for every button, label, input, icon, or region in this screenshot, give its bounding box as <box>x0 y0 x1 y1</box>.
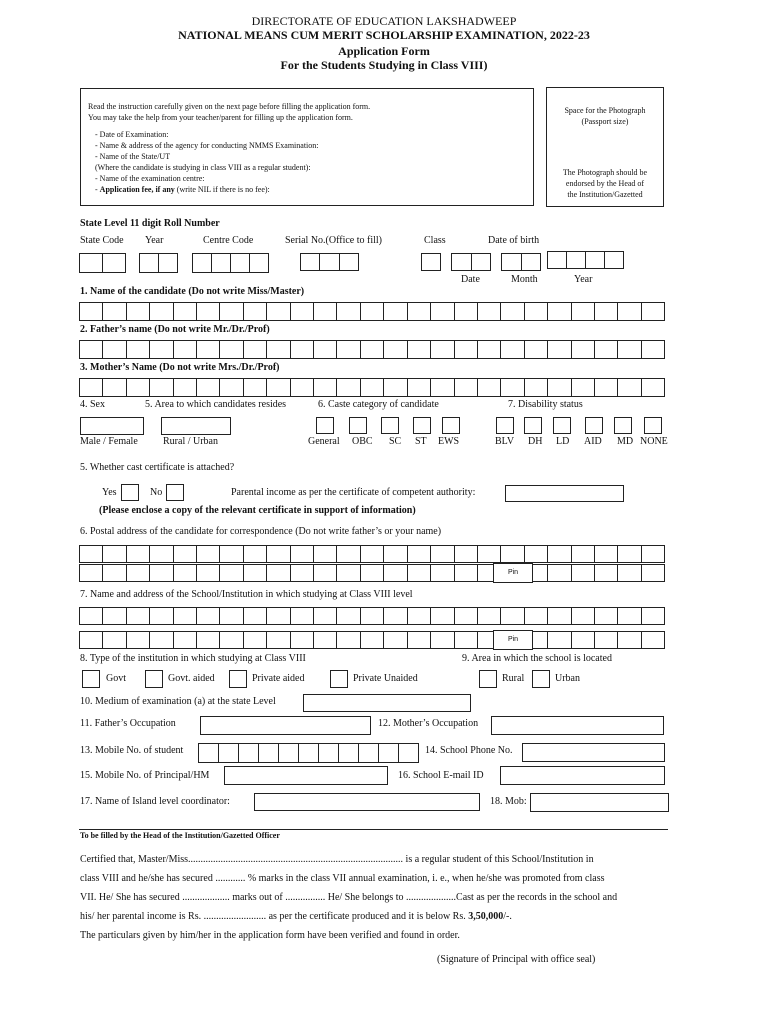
student-mobile-label: 13. Mobile No. of student <box>80 745 184 756</box>
medium-label: 10. Medium of examination (a) at the state Level <box>80 696 276 707</box>
mother-name-label: 3. Mother’s Name (Do not write Mrs./Dr./Prof) <box>80 362 280 373</box>
dis-none-label: NONE <box>640 436 668 447</box>
cast-cert-question: 5. Whether cast certificate is attached? <box>80 462 235 473</box>
area-rural-checkbox[interactable] <box>479 670 497 688</box>
instruction-item: - Name of the State/UT <box>95 152 171 161</box>
instruction-fee: - Application fee, if any (write NIL if there is no fee): <box>95 185 270 194</box>
coordinator-input[interactable] <box>254 793 480 811</box>
area-urban-label: Urban <box>555 673 580 684</box>
cert-line-1: Certified that, Master/Miss...................................................................................... is a regular student of this School/Institution in <box>80 854 594 865</box>
caste-obc-label: OBC <box>352 436 373 447</box>
instruction-item: - Name & address of the agency for conducting NMMS Examination: <box>95 141 319 150</box>
dis-aid-label: AID <box>584 436 602 447</box>
candidate-name-boxes[interactable] <box>79 302 665 321</box>
school-email-label: 16. School E-mail ID <box>398 770 484 781</box>
income-label: Parental income as per the certificate of competent authority: <box>231 487 476 498</box>
yes-label: Yes <box>102 487 117 498</box>
caste-sc-label: SC <box>389 436 402 447</box>
father-occupation-label: 11. Father’s Occupation <box>80 718 176 729</box>
centre-code-label: Centre Code <box>203 235 254 246</box>
photo-box[interactable] <box>546 87 664 207</box>
inst-private-aided-label: Private aided <box>252 673 305 684</box>
inst-private-aided-checkbox[interactable] <box>229 670 247 688</box>
yes-checkbox[interactable] <box>121 484 139 501</box>
school-phone-label: 14. School Phone No. <box>425 745 513 756</box>
caste-general-label: General <box>308 436 340 447</box>
area-urban-checkbox[interactable] <box>532 670 550 688</box>
area-label: 5. Area to which candidates resides <box>145 399 287 410</box>
disability-label: 7. Disability status <box>508 399 583 410</box>
dob-year-label: Year <box>574 274 593 285</box>
caste-general-checkbox[interactable] <box>316 417 334 434</box>
dis-dh-checkbox[interactable] <box>524 417 542 434</box>
inst-govt-aided-checkbox[interactable] <box>145 670 163 688</box>
mother-occupation-input[interactable] <box>491 716 664 735</box>
school-pin-label: Pin <box>493 630 533 650</box>
male-female-text: Male / Female <box>80 436 138 447</box>
coordinator-mob-label: 18. Mob: <box>490 796 527 807</box>
mother-name-boxes[interactable] <box>79 378 665 397</box>
student-mobile-boxes[interactable] <box>198 743 419 763</box>
instruction-item: - Name of the examination centre: <box>95 174 205 183</box>
dob-month-label: Month <box>511 274 538 285</box>
school-phone-input[interactable] <box>522 743 665 762</box>
mother-occupation-label: 12. Mother’s Occupation <box>378 718 479 729</box>
state-code-label: State Code <box>80 235 124 246</box>
principal-mobile-label: 15. Mobile No. of Principal/HM <box>80 770 210 781</box>
photo-note-1: The Photograph should be <box>562 168 648 177</box>
dis-md-label: MD <box>617 436 634 447</box>
caste-ews-label: EWS <box>438 436 460 447</box>
roll-number-title: State Level 11 digit Roll Number <box>80 218 220 229</box>
school-area-label: 9. Area in which the school is located <box>462 653 612 664</box>
dis-ld-checkbox[interactable] <box>553 417 571 434</box>
dis-blv-checkbox[interactable] <box>496 417 514 434</box>
no-checkbox[interactable] <box>166 484 184 501</box>
serial-label: Serial No.(Office to fill) <box>285 235 383 246</box>
father-occupation-input[interactable] <box>200 716 371 735</box>
instructions-intro-1: Read the instruction carefully given on the next page before filling the application form. <box>88 102 371 111</box>
caste-st-checkbox[interactable] <box>413 417 431 434</box>
cert-divider <box>79 829 668 830</box>
cert-title: To be filled by the Head of the Institution/Gazetted Officer <box>80 831 280 840</box>
coordinator-label: 17. Name of Island level coordinator: <box>80 796 230 807</box>
caste-label: 6. Caste category of candidate <box>318 399 439 410</box>
area-rural-label: Rural <box>502 673 525 684</box>
serial-boxes[interactable] <box>300 253 359 271</box>
inst-govt-aided-label: Govt. aided <box>168 673 215 684</box>
enclose-note: (Please enclose a copy of the relevant certificate in support of information) <box>99 505 416 516</box>
cert-line-5: The particulars given by him/her in the application form have been verified and found in order. <box>80 930 460 941</box>
centre-code-boxes[interactable] <box>192 253 269 273</box>
caste-st-label: ST <box>415 436 427 447</box>
caste-obc-checkbox[interactable] <box>349 417 367 434</box>
school-label: 7. Name and address of the School/Institution in which studying at Class VIII level <box>80 589 413 600</box>
instruction-item: (Where the candidate is studying in class VIII as a regular student): <box>95 163 311 172</box>
dob-date-boxes[interactable] <box>451 253 491 271</box>
dis-dh-label: DH <box>528 436 543 447</box>
dis-md-checkbox[interactable] <box>614 417 632 434</box>
medium-input[interactable] <box>303 694 471 712</box>
dis-blv-label: BLV <box>495 436 515 447</box>
dob-month-boxes[interactable] <box>501 253 541 271</box>
photo-label: Space for the Photograph <box>564 106 646 115</box>
instructions-intro-2: You may take the help from your teacher/parent for filling up the application form. <box>88 113 353 122</box>
dob-label: Date of birth <box>488 235 540 246</box>
fee-note: (write NIL if there is no fee): <box>174 185 270 194</box>
address-line-1-boxes[interactable] <box>79 545 665 563</box>
no-label: No <box>150 487 163 498</box>
dis-none-checkbox[interactable] <box>644 417 662 434</box>
photo-note-3: the Institution/Gazetted <box>567 190 643 199</box>
coordinator-mob-input[interactable] <box>530 793 669 812</box>
cert-income-limit: 3,50,000 <box>468 911 504 922</box>
area-input[interactable] <box>161 417 231 435</box>
cert-income-suffix: /-. <box>503 911 512 922</box>
dob-year-boxes[interactable] <box>547 251 624 269</box>
instruction-item: - Date of Examination: <box>95 130 169 139</box>
header-class: For the Students Studying in Class VIII) <box>280 58 488 72</box>
sex-input[interactable] <box>80 417 144 435</box>
candidate-name-label: 1. Name of the candidate (Do not write Miss/Master) <box>80 286 305 297</box>
father-name-label: 2. Father’s name (Do not write Mr./Dr./Prof) <box>80 324 270 335</box>
dis-aid-checkbox[interactable] <box>585 417 603 434</box>
inst-govt-label: Govt <box>106 673 126 684</box>
cert-income-text: his/ her parental income is Rs. ......................... as per the certificate produced and it is below Rs. <box>80 911 469 922</box>
institution-type-label: 8. Type of the institution in which studying at Class VIII <box>80 653 306 664</box>
inst-private-unaided-checkbox[interactable] <box>330 670 348 688</box>
caste-ews-checkbox[interactable] <box>442 417 460 434</box>
header-exam-title: NATIONAL MEANS CUM MERIT SCHOLARSHIP EXAMINATION, 2022-23 <box>178 28 590 42</box>
principal-mobile-input[interactable] <box>224 766 388 785</box>
inst-private-unaided-label: Private Unaided <box>353 673 418 684</box>
year-boxes[interactable] <box>139 253 178 273</box>
year-label: Year <box>145 235 164 246</box>
class-label: Class <box>424 235 446 246</box>
address-line-2-boxes[interactable] <box>79 564 665 582</box>
dis-ld-label: LD <box>556 436 570 447</box>
school-email-input[interactable] <box>500 766 665 785</box>
inst-govt-checkbox[interactable] <box>82 670 100 688</box>
rural-urban-text: Rural / Urban <box>163 436 218 447</box>
header-directorate: DIRECTORATE OF EDUCATION LAKSHADWEEP <box>251 14 517 28</box>
fee-label: Application fee, if any <box>99 185 175 194</box>
address-pin-label: Pin <box>493 563 533 583</box>
sex-label: 4. Sex <box>80 399 105 410</box>
address-label: 6. Postal address of the candidate for correspondence (Do not write father’s or your name) <box>80 526 442 537</box>
principal-signature: (Signature of Principal with office seal) <box>437 954 596 965</box>
class-box[interactable] <box>421 253 441 271</box>
caste-sc-checkbox[interactable] <box>381 417 399 434</box>
photo-size: (Passport size) <box>581 117 629 126</box>
photo-note-2: endorsed by the Head of <box>565 179 645 188</box>
cert-line-3: VII. He/ She has secured ................... marks out of ................ He/ She belongs to ....................Cast as per the records in the school and <box>80 892 618 903</box>
header-form-title: Application Form <box>338 44 430 58</box>
dob-date-label: Date <box>461 274 480 285</box>
school-line-1-boxes[interactable] <box>79 607 665 625</box>
income-input[interactable] <box>505 485 624 502</box>
state-code-boxes[interactable] <box>79 253 126 273</box>
father-name-boxes[interactable] <box>79 340 665 359</box>
cert-line-2: class VIII and he/she has secured ............ % marks in the class VII annual examination, i. e., when he/she was promoted from class <box>80 873 605 884</box>
cert-line-4 <box>80 912 512 922</box>
school-line-2-boxes[interactable] <box>79 631 665 649</box>
